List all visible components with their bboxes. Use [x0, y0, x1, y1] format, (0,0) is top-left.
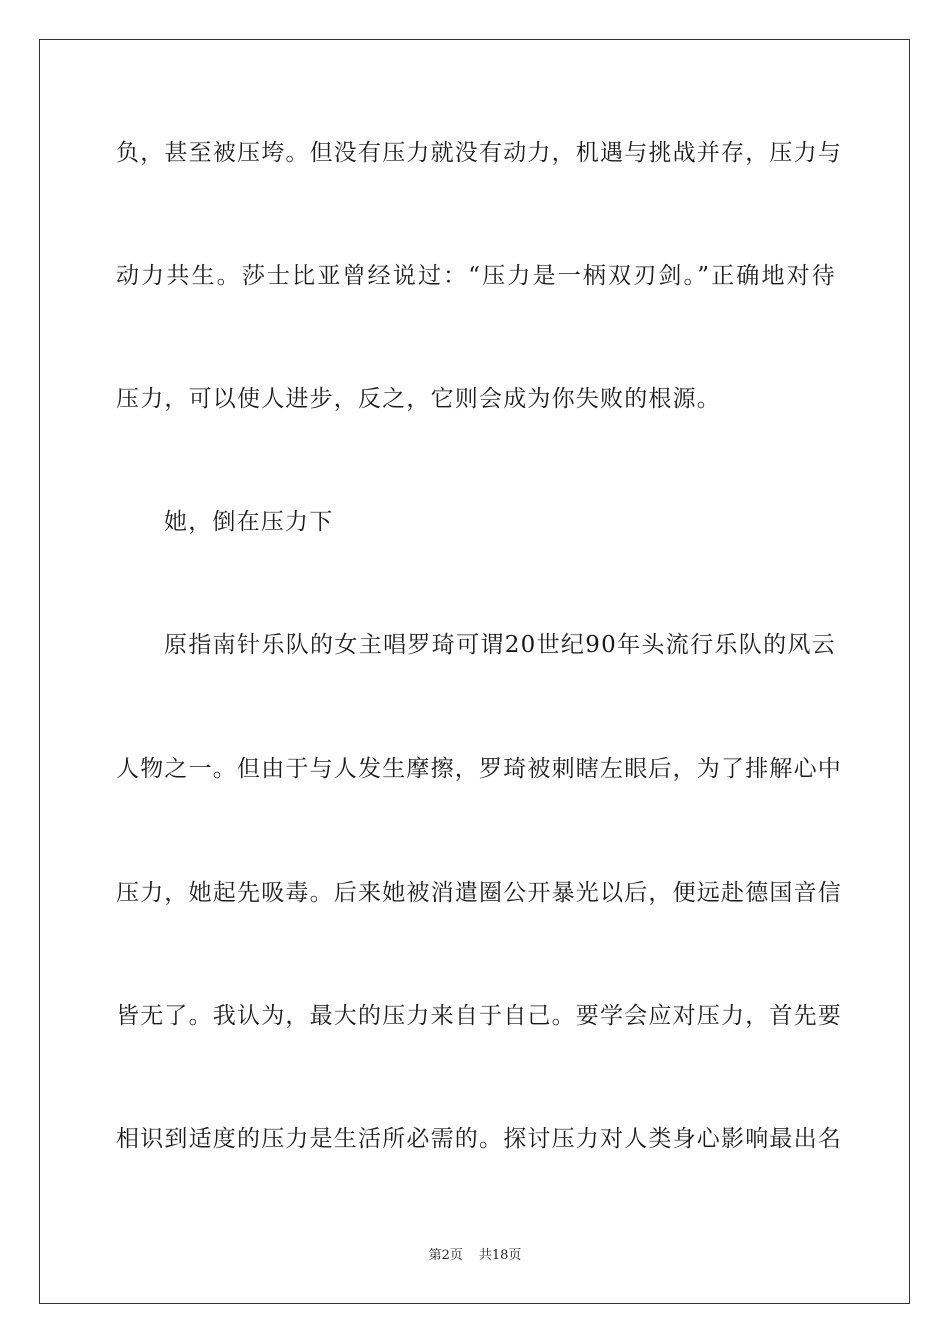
body-text-line: 负，甚至被压垮。但没有压力就没有动力，机遇与挑战并存，压力与: [116, 140, 842, 166]
body-text-line: 压力，她起先吸毒。后来她被消遣圈公开暴光以后，便远赴德国音信: [116, 880, 842, 906]
page-number: 第2页: [428, 1248, 463, 1263]
body-text-line: 压力，可以使人进步，反之，它则会成为你失败的根源。: [116, 386, 721, 412]
body-text-line: 人物之一。但由于与人发生摩擦，罗琦被刺瞎左眼后，为了排解心中: [116, 756, 842, 782]
body-text-line: 动力共生。莎士比亚曾经说过：“压力是一柄双刃剑。”正确地对待: [116, 263, 836, 289]
body-text-line: 皆无了。我认为，最大的压力来自于自己。要学会应对压力，首先要: [116, 1003, 842, 1029]
page-total: 共18页: [478, 1248, 522, 1263]
section-heading: 她，倒在压力下: [164, 509, 334, 535]
body-text-line: 相识到适度的压力是生活所必需的。探讨压力对人类身心影响最出名: [116, 1126, 842, 1152]
page-footer: [0, 1247, 950, 1265]
page-border: [39, 39, 910, 1304]
body-text-line: 原指南针乐队的女主唱罗琦可谓20世纪90年头流行乐队的风云: [164, 632, 836, 658]
